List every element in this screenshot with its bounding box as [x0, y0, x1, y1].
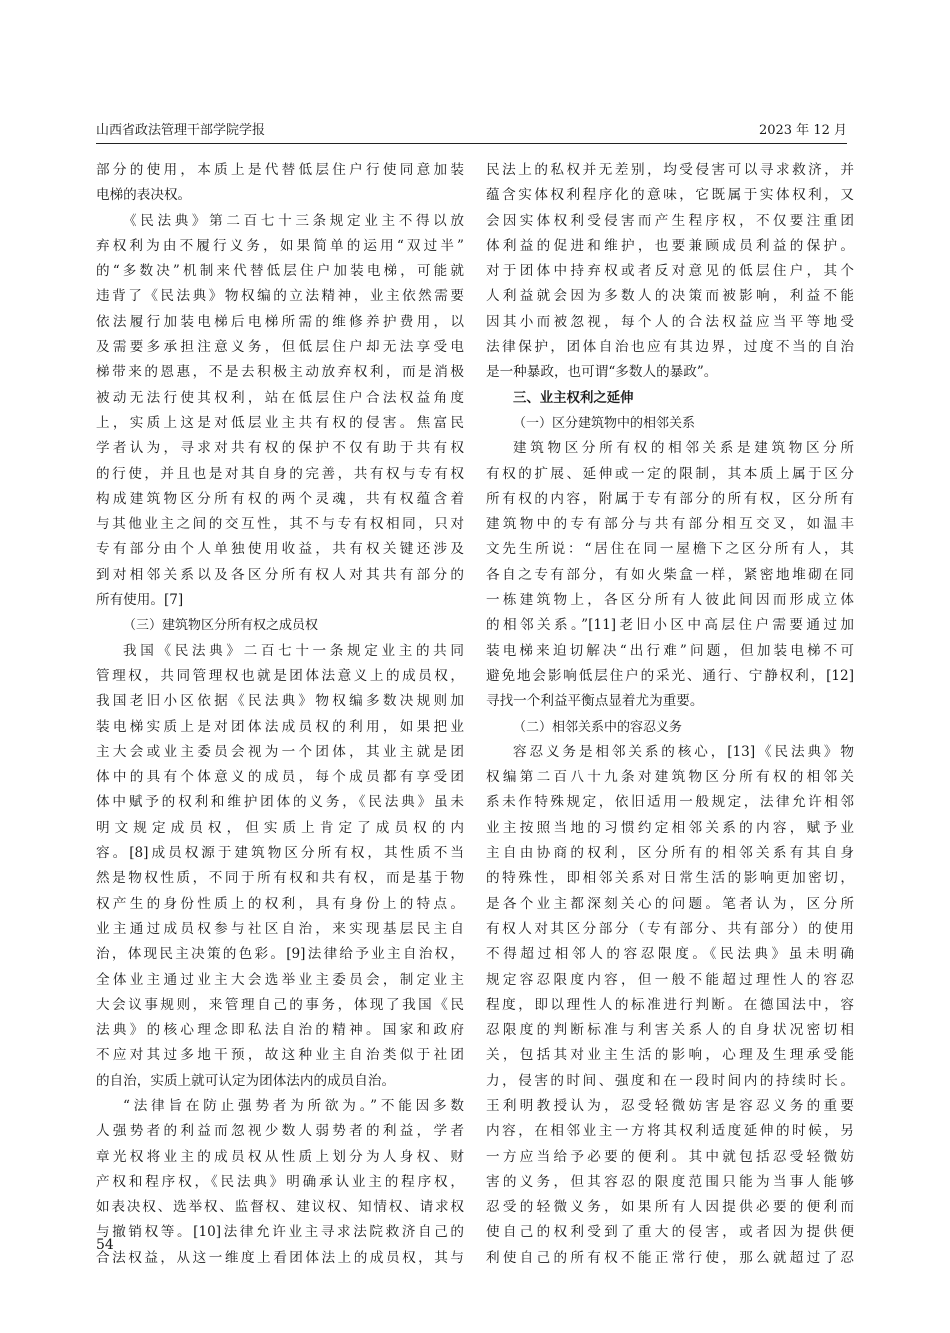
text-line: 大会议事规则，来管理自己的事务，体现了我国《民 — [96, 996, 464, 1013]
section-heading: 三、业主权利之延伸 — [513, 390, 634, 406]
right-column — [486, 158, 854, 1271]
text-line: 主自由协商的权利，区分所有的相邻关系有其自身 — [486, 845, 854, 862]
text-line: 我国《民法典》二百七十一条规定业主的共同 — [123, 642, 464, 659]
text-line: 程度，即以理性人的标准进行判断。在德国法中，容 — [486, 996, 854, 1013]
text-line: 产权和程序权，《民法典》明确承认业主的程序权， — [96, 1173, 464, 1190]
text-line: 权编第二百八十九条对建筑物区分所有权的相邻关 — [486, 769, 854, 786]
text-line: 忍受的轻微义务，如果所有人因提供必要的便利而 — [486, 1199, 854, 1216]
text-line: 电梯的表决权。 — [96, 187, 192, 204]
text-line: 使自己的权利受到了重大的侵害，或者因为提供便 — [486, 1224, 854, 1241]
text-line: 我国老旧小区依据《民法典》物权编多数决规则加 — [96, 693, 464, 710]
text-line: 装电梯来迫切解决“出行难”问题，但加装电梯不可 — [486, 642, 854, 659]
running-header — [96, 122, 847, 140]
text-line: 避免地会影响低层住户的采光、通行、宁静权利，[12] — [486, 667, 854, 684]
text-line: 部分的使用，本质上是代替低层住户行使同意加装 — [96, 162, 464, 178]
text-line: 关，包括其对业主生活的影响，心理及生理承受能 — [486, 1047, 854, 1064]
text-line: 《民法典》第二百七十三条规定业主不得以放 — [123, 212, 464, 229]
text-line: 一方应当给予必要的便利。其中就包括忍受轻微妨 — [486, 1148, 854, 1165]
text-line: 专有部分由个人单独使用收益，共有权关键还涉及 — [96, 541, 464, 558]
text-line: 容忍义务是相邻关系的核心，[13]《民法典》物 — [513, 743, 854, 760]
text-line: 学者认为，寻求对共有权的保护不仅有助于共有权 — [96, 440, 464, 457]
header-rule — [96, 143, 847, 144]
text-line: 业主通过成员权参与社区自治，来实现基层民主自 — [96, 920, 464, 937]
subsection-heading: （二）相邻关系中的容忍义务 — [513, 719, 683, 735]
text-line: 体中赋予的权利和维护团体的义务，《民法典》虽未 — [96, 794, 464, 811]
text-line: 与其他业主之间的交互性，其不与专有权相同，只对 — [96, 516, 464, 533]
text-line: 所有权的内容，附属于专有部分的所有权，区分所有 — [486, 490, 854, 507]
text-line: 明文规定成员权，但实质上肯定了成员权的内 — [96, 819, 464, 836]
text-line: 上，实质上这是对低层业主共有权的侵害。焦富民 — [96, 414, 464, 431]
text-line: 业主按照当地的习惯约定相邻关系的内容，赋予业 — [486, 819, 854, 836]
text-line: 建筑物区分所有权的相邻关系是建筑物区分所 — [513, 440, 854, 457]
text-line: 容。[8]成员权源于建筑物区分所有权，其性质不当 — [96, 845, 464, 862]
text-line: 及需要多承担注意义务，但低层住户却无法享受电 — [96, 339, 464, 356]
text-line: 文先生所说：“居住在同一屋檐下之区分所有人，其 — [486, 541, 854, 558]
text-line: 如表决权、选举权、监督权、建议权、知情权、请求权 — [96, 1199, 464, 1216]
text-line: 治，体现民主决策的色彩。[9]法律给予业主自治权， — [96, 946, 464, 963]
text-line: 章光权将业主的成员权从性质上划分为人身权、财 — [96, 1148, 464, 1165]
text-line: 是一种暴政，也可谓“多数人的暴政”。 — [486, 364, 718, 381]
text-line: 到对相邻关系以及各区分所有权人对其共有部分的 — [96, 566, 464, 583]
text-line: 的特殊性，即相邻关系对日常生活的影响更加密切， — [486, 870, 854, 887]
text-line: 规定容忍限度内容，但一般不能超过理性人的容忍 — [486, 971, 854, 988]
text-line: 人利益就会因为多数人的决策而被影响，利益不能 — [486, 288, 854, 305]
text-line: 有权人对其区分部分（专有部分、共有部分）的使用 — [486, 920, 854, 937]
text-line: 不应对其过多地干预，故这种业主自治类似于社团 — [96, 1047, 464, 1064]
text-line: 寻找一个利益平衡点显着尤为重要。 — [486, 693, 704, 710]
text-line: 忍限度的判断标准与利害关系人的自身状况密切相 — [486, 1022, 854, 1039]
text-line: 利使自己的所有权不能正常行使，那么就超过了忍 — [486, 1249, 854, 1266]
journal-title: 山西省政法管理干部学院学报 — [96, 123, 266, 138]
text-line: 所有使用。[7] — [96, 592, 184, 609]
text-line: 对于团体中持弃权或者反对意见的低层住户，其个 — [486, 263, 854, 280]
text-line: 系未作特殊规定，依旧适用一般规定，法律允许相邻 — [486, 794, 854, 811]
text-line: 有权的扩展、延伸或一定的限制，其本质上属于区分 — [486, 465, 854, 482]
page-number: 54 — [96, 1237, 114, 1253]
text-line: 与撤销权等。[10]法律允许业主寻求法院救济自己的 — [96, 1224, 464, 1241]
text-line: 力，侵害的时间、强度和在一段时间内的持续时长。 — [486, 1072, 854, 1089]
text-line: 是各个业主都深刻关心的问题。笔者认为，区分所 — [486, 895, 854, 912]
text-line: 的行使，并且也是对其自身的完善，共有权与专有权 — [96, 465, 464, 482]
text-line: 依法履行加装电梯后电梯所需的维修养护费用，以 — [96, 313, 464, 330]
text-line: 弃权利为由不履行义务，如果简单的运用“双过半” — [96, 237, 464, 254]
text-line: “法律旨在防止强势者为所欲为。”不能因多数 — [123, 1097, 464, 1114]
text-line: 的“多数决”机制来代替低层住户加装电梯，可能就 — [96, 263, 464, 280]
subsection-heading: （三）建筑物区分所有权之成员权 — [123, 618, 319, 634]
text-line: 蕴含实体权利程序化的意味，它既属于实体权利，又 — [486, 187, 854, 204]
text-line: 全体业主通过业主大会选举业主委员会，制定业主 — [96, 971, 464, 988]
text-line: 一栋建筑物上，各区分所有人彼此间因而形成立体 — [486, 592, 854, 609]
text-line: 管理权，共同管理权也就是团体法意义上的成员权， — [96, 667, 464, 684]
text-line: 民法上的私权并无差别，均受侵害可以寻求救济，并 — [486, 162, 854, 178]
text-line: 法律保护，团体自治也应有其边界，过度不当的自治 — [486, 339, 854, 356]
text-line: 内容，在相邻业主一方将其权利适度延伸的时候，另 — [486, 1123, 854, 1140]
text-line: 权产生的身份性质上的权利，具有身份上的特点。 — [96, 895, 464, 912]
text-line: 的自治，实质上就可认定为团体法内的成员自治。 — [96, 1072, 396, 1089]
text-line: 人强势者的利益而忽视少数人弱势者的利益，学者 — [96, 1123, 464, 1140]
subsection-heading: （一）区分建筑物中的相邻关系 — [513, 415, 696, 431]
text-line: 合法权益，从这一维度上看团体法上的成员权，其与 — [96, 1249, 464, 1266]
text-line: 法典》的核心理念即私法自治的精神。国家和政府 — [96, 1022, 464, 1039]
text-line: 梯带来的恩惠，不是去积极主动放弃权利，而是消极 — [96, 364, 464, 381]
text-line: 体中的具有个体意义的成员，每个成员都有享受团 — [96, 769, 464, 786]
text-line: 害的义务，但其容忍的限度范围只能为当事人能够 — [486, 1173, 854, 1190]
text-line: 王利明教授认为，忍受轻微妨害是容忍义务的重要 — [486, 1097, 854, 1114]
issue-date: 2023 年 12 月 — [758, 123, 847, 138]
text-line: 建筑物中的专有部分与共有部分相互交叉，如温丰 — [486, 516, 854, 533]
text-line: 体利益的促进和维护，也要兼顾成员利益的保护。 — [486, 237, 854, 254]
text-line: 会因实体权利受侵害而产生程序权，不仅要注重团 — [486, 212, 854, 229]
text-line: 违背了《民法典》物权编的立法精神，业主依然需要 — [96, 288, 464, 305]
left-column — [96, 158, 464, 1271]
text-line: 构成建筑物区分所有权的两个灵魂，共有权蕴含着 — [96, 490, 464, 507]
text-line: 的相邻关系。”[11]老旧小区中高层住户需要通过加 — [486, 617, 854, 634]
text-line: 主大会或业主委员会视为一个团体，其业主就是团 — [96, 743, 464, 760]
text-line: 因其小而被忽视，每个人的合法权益应当平等地受 — [486, 313, 854, 330]
text-line: 装电梯实质上是对团体法成员权的利用，如果把业 — [96, 718, 464, 735]
text-line: 各自之专有部分，有如火柴盒一样，紧密地堆砌在同 — [486, 566, 854, 583]
text-line: 被动无法行使其权利，站在低层住户合法权益角度 — [96, 389, 464, 406]
text-line: 然是物权性质，不同于所有权和共有权，而是基于物 — [96, 870, 464, 887]
text-line: 不得超过相邻人的容忍限度。《民法典》虽未明确 — [486, 946, 854, 963]
